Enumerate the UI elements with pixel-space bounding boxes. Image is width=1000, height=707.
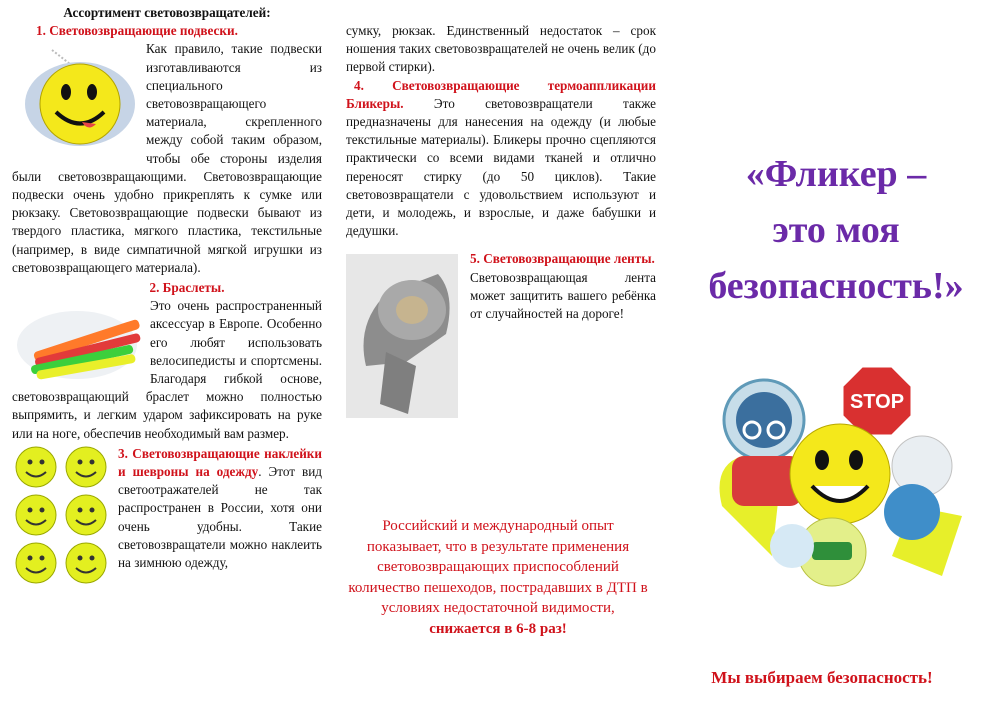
column-middle	[346, 0, 656, 418]
column-left	[12, 0, 322, 585]
section-3-title: 3. Световозвращающие наклейки и шевроны на одежду	[118, 445, 322, 480]
brochure-title	[672, 146, 1000, 314]
smiley-pendant-image	[12, 40, 138, 150]
statistics-text: Российский и международный опыт показывает, что в результате применения световозвращающих приспособлений количество пешеходов, пострадавших в ДТП в условиях недостаточной видимости,	[348, 518, 648, 616]
section-2-title: 2. Браслеты.	[149, 280, 225, 296]
section-1-title: 1. Световозвращающие подвески.	[36, 23, 238, 39]
section-3-continued: сумку, рюкзак. Единственный недостаток – срок ношения таких световозвращателей не очень велик (до первой стирки).	[346, 23, 656, 75]
section-5-title: 5. Световозвращающие ленты.	[470, 251, 655, 267]
section-5-text: Световозвращающая лента может защитить вашего ребёнка от случайностей на дороге!	[470, 269, 656, 322]
title-line-1: «Фликер –	[745, 153, 927, 195]
section-3-text: Этот вид светоотражателей не так распространен в России, хотя они очень удобны. Такие световозвращатели можно наклеить на зимнюю одежду,	[118, 464, 322, 571]
section-1-text: Как правило, такие подвески изготавливаются из специального световозвращающего материала, скрепленного между собой таким образом, чтобы обе стороны изделия были световозвращающими. Световозвращающие подвески очень удобно прикреплять к сумке или рюкзаку. Световозвращающие подвески бывают из твердого пластика, мягкого пластика, текстильные (например, в виде симпатичной мягкой игрушки из световозвращающего материала).	[12, 41, 322, 275]
assortment-heading: Ассортимент световозвращателей:	[63, 5, 271, 20]
title-line-2: это моя	[772, 209, 900, 251]
statistics-note	[348, 516, 648, 639]
statistics-exclamation: !	[561, 620, 567, 637]
title-line-3: безопасность!»	[708, 265, 964, 307]
section-4-title: 4. Световозвращающие термоаппликации Бликеры.	[346, 77, 656, 111]
reflective-tape-image	[346, 254, 458, 418]
smiley-stickers-image	[12, 445, 110, 585]
section-3-title-dot: .	[258, 464, 262, 480]
bracelets-image	[12, 297, 142, 387]
stop-sign-label: STOP	[849, 391, 905, 413]
section-2-text: Это очень распространенный аксессуар в Европе. Особенно его любят использовать велосипедисты и спортсмены. Благодаря гибкой основе, световозвращающий браслет можно полностью выпрямить, и легким ударом зафиксировать на руке или на ноге, обеспечив необходимый вам размер.	[12, 298, 322, 441]
statistics-highlight: снижается в 6-8 раз	[429, 620, 562, 637]
section-4-text: Это световозвращатели также предназначены для нанесения на одежду (и любые текстильные материалы). Бликеры прочно сцепляются практически со всеми видами тканей и отлично переносят стирку (до 50 циклов). Такие световозвращатели с удовольствием используют и дети, и молодежь, и взрослые, и даже бабушки и дедушки.	[346, 95, 657, 239]
flickers-collage-image	[712, 356, 972, 592]
closing-slogan: Мы выбираем безопасность!	[711, 668, 933, 687]
